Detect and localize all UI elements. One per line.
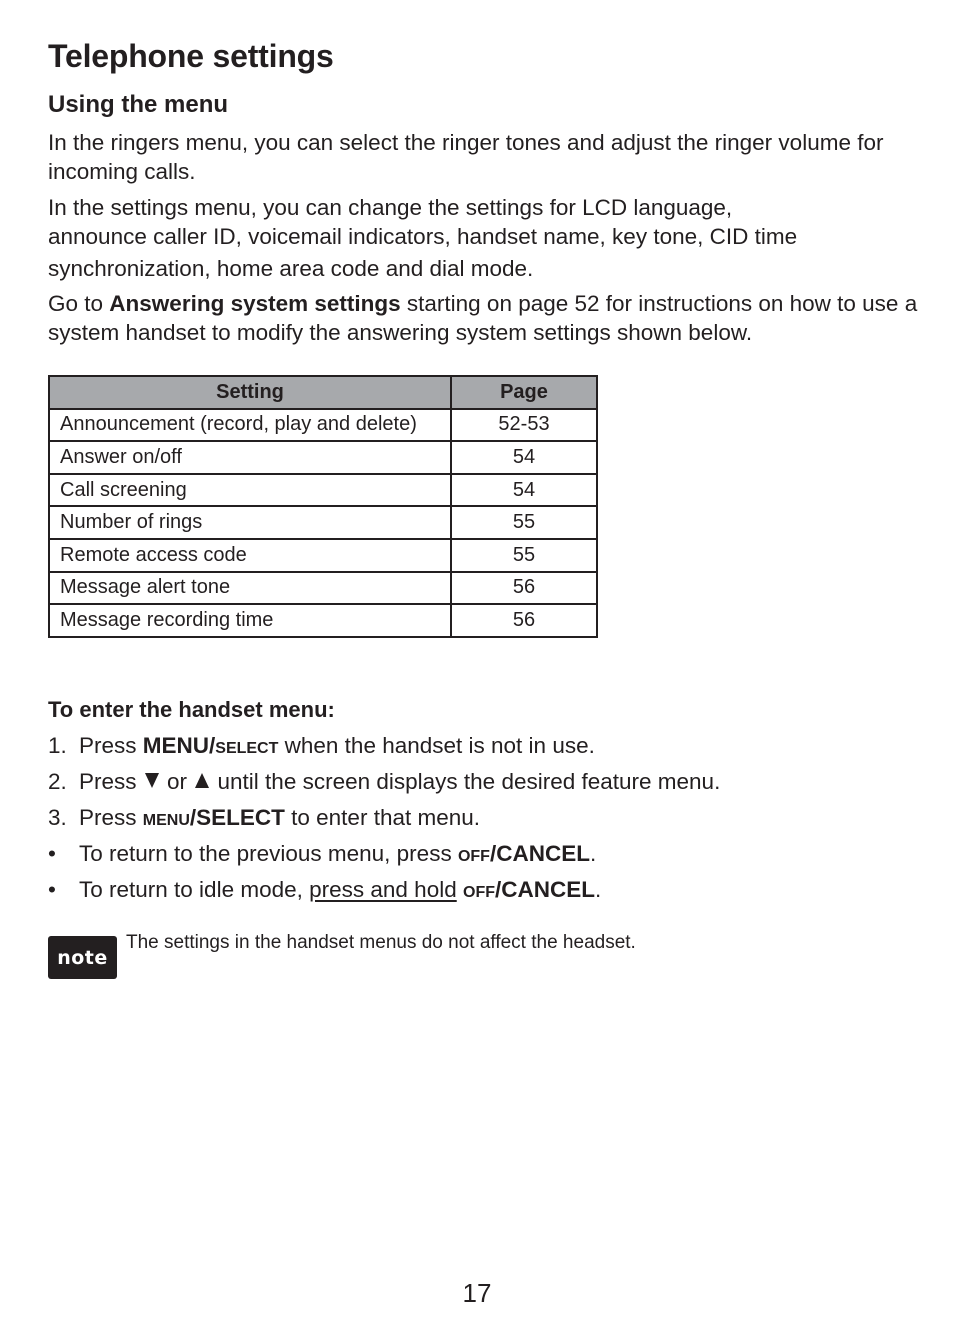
page-cell: 56 bbox=[451, 572, 597, 605]
page-number: 17 bbox=[462, 1278, 492, 1308]
setting-cell: Message recording time bbox=[49, 604, 451, 637]
table-row bbox=[49, 539, 597, 572]
page-cell: 55 bbox=[451, 506, 597, 539]
step-text: To return to the previous menu, press bbox=[79, 841, 458, 866]
page-cell: 56 bbox=[451, 604, 597, 637]
setting-cell: Announcement (record, play and delete) bbox=[49, 409, 451, 442]
settings-paragraph-line2: announce caller ID, voicemail indicators, handset name, key tone, CID time bbox=[48, 224, 798, 249]
table-header-row bbox=[49, 376, 597, 409]
list-item bbox=[48, 767, 720, 803]
note-text: The settings in the handset menus do not affect the headset. bbox=[126, 932, 636, 953]
answering-paragraph-post: starting on page 52 for instructions on how to use a system handset to modify the answering system settings shown below. bbox=[48, 291, 918, 345]
list-item bbox=[48, 875, 720, 911]
step-text: Press bbox=[79, 805, 143, 830]
answering-system-settings-ref: Answering system settings bbox=[109, 291, 401, 316]
select-key-label: SELECT bbox=[215, 740, 279, 757]
menu-key-label: MENU/ bbox=[142, 733, 216, 758]
header-setting: Setting bbox=[49, 376, 451, 409]
press-and-hold-text: press and hold bbox=[309, 877, 457, 902]
answering-paragraph bbox=[48, 289, 918, 347]
table-row bbox=[49, 506, 597, 539]
header-page: Page bbox=[451, 376, 597, 409]
step-number: 3. bbox=[48, 805, 67, 830]
ringers-paragraph: In the ringers menu, you can select the ringer tones and adjust the ringer volume for incoming calls. bbox=[48, 130, 884, 184]
step-number: 1. bbox=[48, 733, 67, 758]
page-title: Telephone settings bbox=[48, 38, 334, 74]
off-key-label: OFF bbox=[457, 848, 490, 865]
table-row bbox=[49, 474, 597, 507]
settings-paragraph-line3: synchronization, home area code and dial mode. bbox=[48, 256, 534, 281]
select-key-label: /SELECT bbox=[189, 805, 285, 830]
settings-table bbox=[48, 375, 598, 638]
table-row bbox=[49, 604, 597, 637]
handset-menu-subheading: To enter the handset menu: bbox=[48, 697, 335, 722]
setting-cell: Message alert tone bbox=[49, 572, 451, 605]
step-text: to enter that menu. bbox=[284, 805, 481, 830]
setting-cell: Call screening bbox=[49, 474, 451, 507]
step-text: . bbox=[595, 877, 602, 902]
note-badge: note bbox=[48, 936, 117, 979]
up-arrow-icon bbox=[195, 773, 209, 788]
cancel-key-label: /CANCEL bbox=[489, 841, 590, 866]
setting-cell: Number of rings bbox=[49, 506, 451, 539]
bullet: • bbox=[48, 877, 56, 902]
setting-cell: Answer on/off bbox=[49, 441, 451, 474]
step-text: or bbox=[160, 769, 194, 794]
off-key-label: OFF bbox=[463, 884, 495, 901]
section-heading: Using the menu bbox=[48, 91, 229, 118]
page-cell: 54 bbox=[451, 441, 597, 474]
page-cell: 54 bbox=[451, 474, 597, 507]
menu-key-label: MENU bbox=[142, 812, 190, 829]
settings-paragraph bbox=[48, 193, 918, 283]
step-text: until the screen displays the desired feature menu. bbox=[211, 769, 721, 794]
settings-paragraph-line1: In the settings menu, you can change the settings for LCD language, bbox=[48, 195, 733, 220]
step-text: To return to idle mode, bbox=[79, 877, 310, 902]
list-item bbox=[48, 731, 720, 767]
answering-paragraph-pre: Go to bbox=[48, 291, 110, 316]
list-item bbox=[48, 803, 720, 839]
step-text: Press bbox=[79, 733, 143, 758]
bullet: • bbox=[48, 841, 56, 866]
step-text: . bbox=[589, 841, 597, 866]
table-row bbox=[49, 409, 597, 442]
list-item bbox=[48, 839, 720, 875]
table-row bbox=[49, 572, 597, 605]
page-cell: 52-53 bbox=[451, 409, 597, 442]
cancel-key-label: /CANCEL bbox=[495, 877, 595, 902]
page-cell: 55 bbox=[451, 539, 597, 572]
step-text: Press bbox=[79, 769, 143, 794]
table-row bbox=[49, 441, 597, 474]
step-number: 2. bbox=[48, 769, 67, 794]
step-text: when the handset is not in use. bbox=[278, 733, 595, 758]
setting-cell: Remote access code bbox=[49, 539, 451, 572]
instruction-list bbox=[48, 731, 720, 911]
down-arrow-icon bbox=[145, 773, 159, 788]
